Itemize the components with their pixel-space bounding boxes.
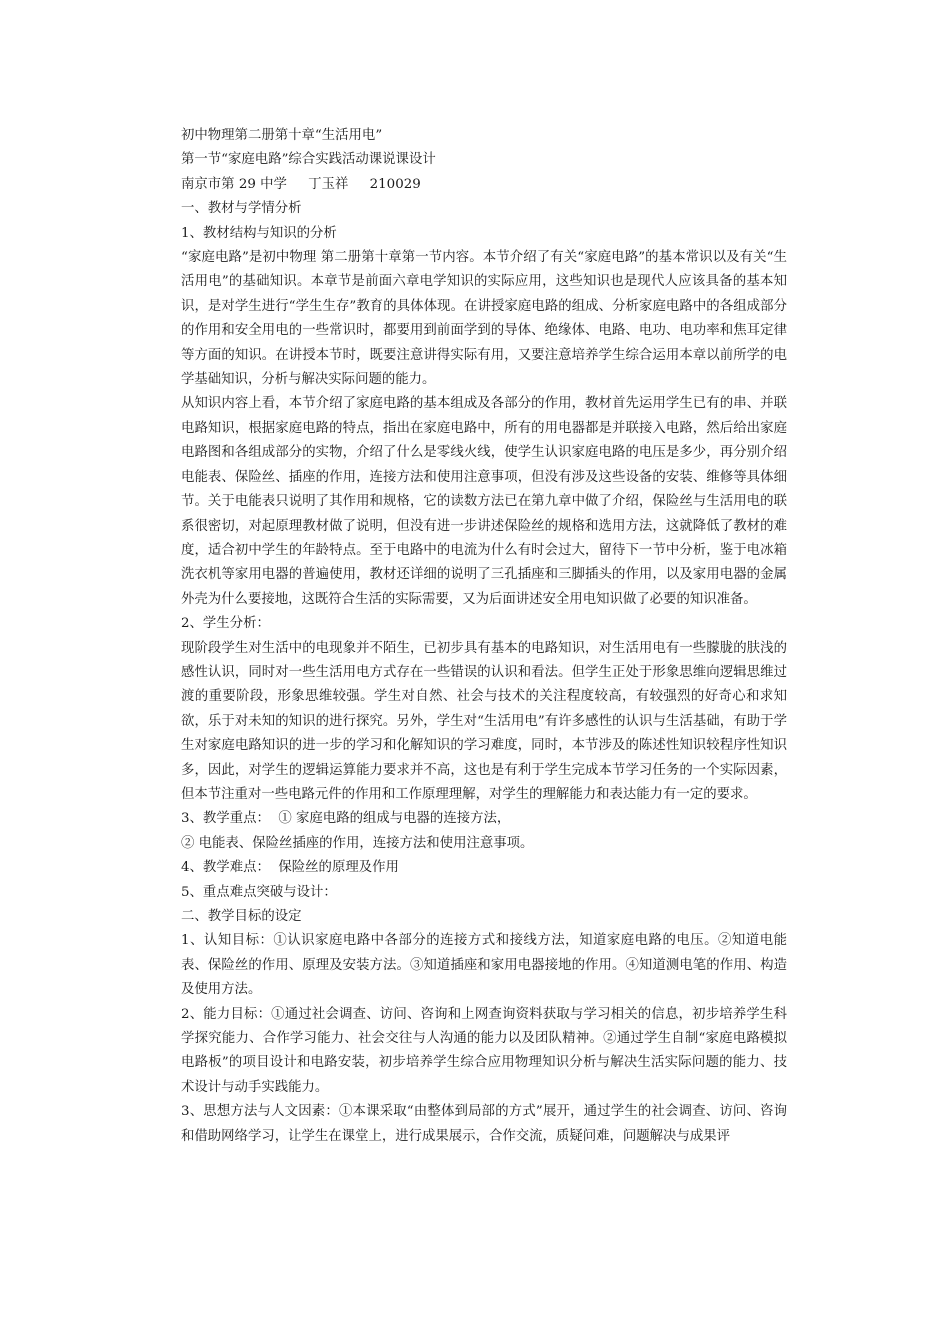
document-title-line-2: 第一节“家庭电路”综合实践活动课说课设计 [181, 152, 436, 168]
ability-goals-paragraph: 2、能力目标：①通过社会调查、访问、咨询和上网查询资料获取与学习相关的信息，初步培养学生科学探究能力、合作学习能力、社会交往与人沟通的能力以及团队精神。②通过学生自制“家庭电路模拟电路板”的项目设计和电路安装，初步培养学生综合应用物理知识分析与解决生活实际问题的能力、技术设计与动手实践能力。 [181, 1006, 787, 1095]
teaching-difficulty-line: 4、教学难点： 保险丝的原理及作用 [181, 860, 399, 876]
document-title-line-1: 初中物理第二册第十章“生活用电” [181, 128, 383, 143]
subsection-1-2-heading: 2、学生分析： [181, 616, 270, 632]
subsection-1-1-paragraph-2: 从知识内容上看，本节介绍了家庭电路的基本组成及各部分的作用，教材首先运用学生已有的串、并联电路知识，根据家庭电路的特点，指出在家庭电路中，所有的用电器都是并联接入电路，然后给出家庭电路图和各组成部分的实物，介绍了什么是零线火线，使学生认识家庭电路的电压是多少，再分别介绍电能表、保险丝、插座的作用，连接方法和使用注意事项，但没有涉及这些设备的安装、维修等具体细节。关于电能表只说明了其作用和规格，它的读数方法已在第九章中做了介绍，保险丝与生活用电的联系很密切，对起原理教材做了说明，但没有进一步讲述保险丝的规格和选用方法，这就降低了教材的难度，适合初中学生的年龄特点。至于电路中的电流为什么有时会过大，留待下一节中分析，鉴于电冰箱洗衣机等家用电器的普遍使用，教材还详细的说明了三孔插座和三脚插头的作用，以及家用电器的金属外壳为什么要接地，这既符合生活的实际需要，又为后面讲述安全用电知识做了必要的知识准备。 [181, 396, 787, 607]
author-line: 南京市第 29 中学 丁玉祥 210029 [181, 176, 421, 192]
subsection-1-1-paragraph-1: “家庭电路”是初中物理 第二册第十章第一节内容。本节介绍了有关“家庭电路”的基本常识以及有关“生活用电”的基础知识。本章节是前面六章电学知识的实际应用，这些知识也是现代人应该具备的基本知识，是对学生进行“学生生存”教育的具体体现。在讲授家庭电路的组成、分析家庭电路中的各组成部分的作用和安全用电的一些常识时，都要用到前面学到的导体、绝缘体、电路、电功、电功率和焦耳定律等方面的知识。在讲授本节时，既要注意讲得实际有用，又要注意培养学生综合运用本章以前所学的电学基础知识，分析与解决实际问题的能力。 [181, 250, 787, 388]
subsection-1-2-paragraph: 现阶段学生对生活中的电现象并不陌生，已初步具有基本的电路知识，对生活用电有一些朦胧的肤浅的感性认识，同时对一些生活用电方式存在一些错误的认识和看法。但学生正处于形象思维向逻辑思维过渡的重要阶段，形象思维较强。学生对自然、社会与技术的关注程度较高，有较强烈的好奇心和求知欲，乐于对未知的知识的进行探究。另外，学生对“生活用电”有许多感性的认识与生活基础，有助于学生对家庭电路知识的进一步的学习和化解知识的学习难度，同时，本节涉及的陈述性知识较程序性知识多，因此，对学生的逻辑运算能力要求并不高，这也是有利于学生完成本节学习任务的一个实际因素，但本节注重对一些电路元件的作用和工作原理理解，对学生的理解能力和表达能力有一定的要求。 [181, 640, 787, 802]
teaching-focus-line-1: 3、教学重点： ① 家庭电路的组成与电器的连接方法， [181, 811, 511, 827]
cognitive-goals-paragraph: 1、认知目标：①认识家庭电路中各部分的连接方式和接线方法，知道家庭电路的电压。②知道电能表、保险丝的作用、原理及安装方法。③知道插座和家用电器接地的作用。④知道测电笔的作用、构造及使用方法。 [181, 933, 787, 998]
method-humanities-paragraph: 3、思想方法与人文因素：①本课采取“由整体到局部的方式”展开，通过学生的社会调查、访问、咨询和借助网络学习，让学生在课堂上，进行成果展示，合作交流，质疑问难，问题解决与成果评 [181, 1104, 787, 1144]
subsection-1-1-heading: 1、教材结构与知识的分析 [181, 225, 337, 241]
section-1-heading: 一、教材与学情分析 [181, 201, 302, 217]
breakthrough-design-line: 5、重点难点突破与设计： [181, 884, 337, 900]
teaching-focus-line-2: ② 电能表、保险丝插座的作用，连接方法和使用注意事项。 [181, 835, 534, 851]
document-body [181, 124, 787, 1149]
section-2-heading: 二、教学目标的设定 [181, 909, 302, 924]
